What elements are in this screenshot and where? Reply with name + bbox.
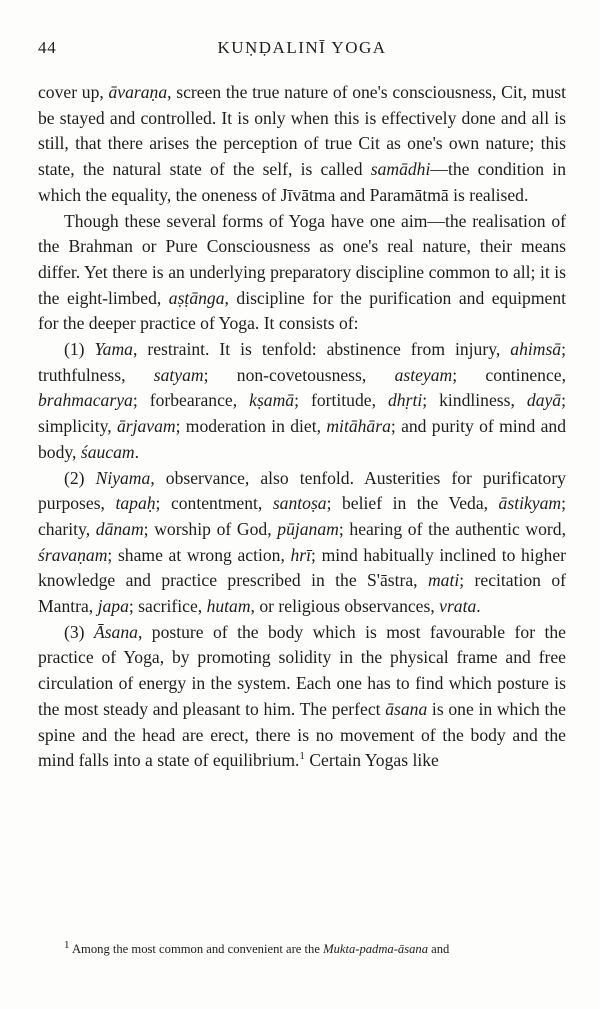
italic-term: mati (427, 570, 460, 591)
text-run: ; kindliness, (422, 390, 527, 411)
paragraph (38, 466, 566, 620)
paragraph (38, 620, 566, 774)
text-run: (3) (64, 621, 94, 642)
text-run: , discipline for the purification and equipment for the deeper practice of Yoga. It consists of: (38, 287, 567, 334)
italic-term: santoṣa (272, 493, 327, 514)
italic-term: japa (97, 596, 129, 617)
italic-term: śaucam (80, 441, 135, 462)
italic-term: mitāhāra (326, 416, 391, 437)
italic-term: Āsana (93, 621, 138, 642)
text-run: , posture of the body which is most favourable for the practice of Yoga, by promoting solidity in the physical frame and free circulation of energy in the system. Each one has to find which posture is the most steady and pleasant to him. The perfect (38, 621, 566, 719)
paragraph (38, 209, 566, 338)
text-run: (1) (64, 339, 95, 360)
italic-term: asteyam (394, 364, 453, 385)
text-run: and (428, 942, 450, 956)
footnote-marker: 1 (64, 938, 70, 951)
text-run: Though these several forms of Yoga have one aim—the realisation of the Brahman or Pure Consciousness as one's real nature, their means differ. Yet there is an underlying preparatory discipline common to all; it is the eight-limbed, (38, 210, 566, 308)
italic-term: aṣṭānga (168, 287, 225, 308)
footnote (38, 940, 566, 958)
text-run: (2) (64, 467, 96, 488)
text-run: ; non-covetousness, (203, 364, 395, 385)
text-run: . (134, 441, 140, 462)
text-run: , screen the true nature of one's consciousness, Cit, must be stayed and controlled. It is only when this is effectively done and all is still, that there arises the perception of true Cit as one's own nature; this state, the natural state of the self, is called (38, 82, 566, 180)
text-run: , restraint. It is tenfold: abstinence from injury, (132, 339, 511, 360)
paragraph (38, 337, 566, 466)
italic-term: āsana (385, 698, 428, 719)
footnote-marker: 1 (299, 750, 305, 763)
italic-term: Yama (94, 339, 133, 360)
italic-term: samādhi (370, 159, 431, 180)
text-run: ; fortitude, (294, 390, 388, 411)
text-run: ; sacrifice, (128, 596, 207, 617)
italic-term: Niyama (95, 467, 151, 488)
text-run: ; charity, (38, 493, 566, 539)
text-run: Among the most common and convenient are the (69, 942, 324, 956)
italic-term: vrata (439, 596, 477, 617)
italic-term: dānam (95, 518, 144, 539)
text-run: ; and purity of mind and body, (38, 416, 566, 462)
text-run: cover up, (38, 82, 109, 102)
italic-term: śravaṇam (38, 544, 108, 565)
italic-term: satyam (153, 364, 204, 385)
italic-term: dayā (526, 390, 562, 411)
italic-term: dhṛti (388, 390, 423, 411)
italic-term: tapaḥ (115, 493, 156, 514)
text-run: is one in which the spine and the head are erect, there is no movement of the body and the mind falls into a state of equilibrium. (38, 698, 566, 771)
text-run: ; hearing of the authentic word, (338, 518, 566, 539)
paragraph (38, 80, 566, 209)
text-run: ; simplicity, (38, 390, 566, 437)
italic-term: āvaraṇa (108, 82, 168, 102)
text-run: ; continence, (452, 364, 566, 385)
italic-term: brahmacarya (38, 390, 133, 411)
page-number: 44 (38, 38, 57, 57)
italic-term: āstikyam (498, 493, 562, 514)
text-run: , observance, also tenfold. Austerities for purificatory purposes, (38, 467, 566, 514)
italic-term: hutam (206, 596, 251, 617)
text-run: ; recitation of Mantra, (38, 570, 566, 617)
text-run: —the condition in which the equality, the oneness of Jīvātma and Paramātmā is realised. (38, 159, 566, 205)
italic-term: ahimsā (510, 339, 562, 360)
italic-term: ārjavam (116, 416, 176, 437)
text-run: ; contentment, (155, 493, 273, 514)
italic-term: kṣamā (249, 390, 295, 411)
text-run: ; belief in the Veda, (326, 493, 499, 514)
text-run: ; worship of God, (143, 518, 278, 539)
italic-term: hrī (290, 544, 312, 565)
body-text (38, 80, 566, 774)
italic-term: pūjanam (277, 518, 339, 539)
text-run: ; mind habitually inclined to higher knowledge and practice prescribed in the S'āstra, (38, 544, 566, 591)
text-run: Certain Yogas like (304, 750, 439, 771)
text-run: , or religious observances, (250, 596, 440, 617)
text-run: ; shame at wrong action, (107, 544, 291, 565)
page-header (38, 38, 566, 68)
text-run: . (476, 596, 481, 617)
text-run: ; forbearance, (132, 390, 250, 411)
text-run: ; moderation in diet, (175, 416, 327, 437)
text-run: ; truthfulness, (38, 339, 566, 385)
italic-term: Mukta-padma-āsana (323, 942, 429, 956)
running-title: KUṆḌALINĪ YOGA (217, 38, 387, 57)
